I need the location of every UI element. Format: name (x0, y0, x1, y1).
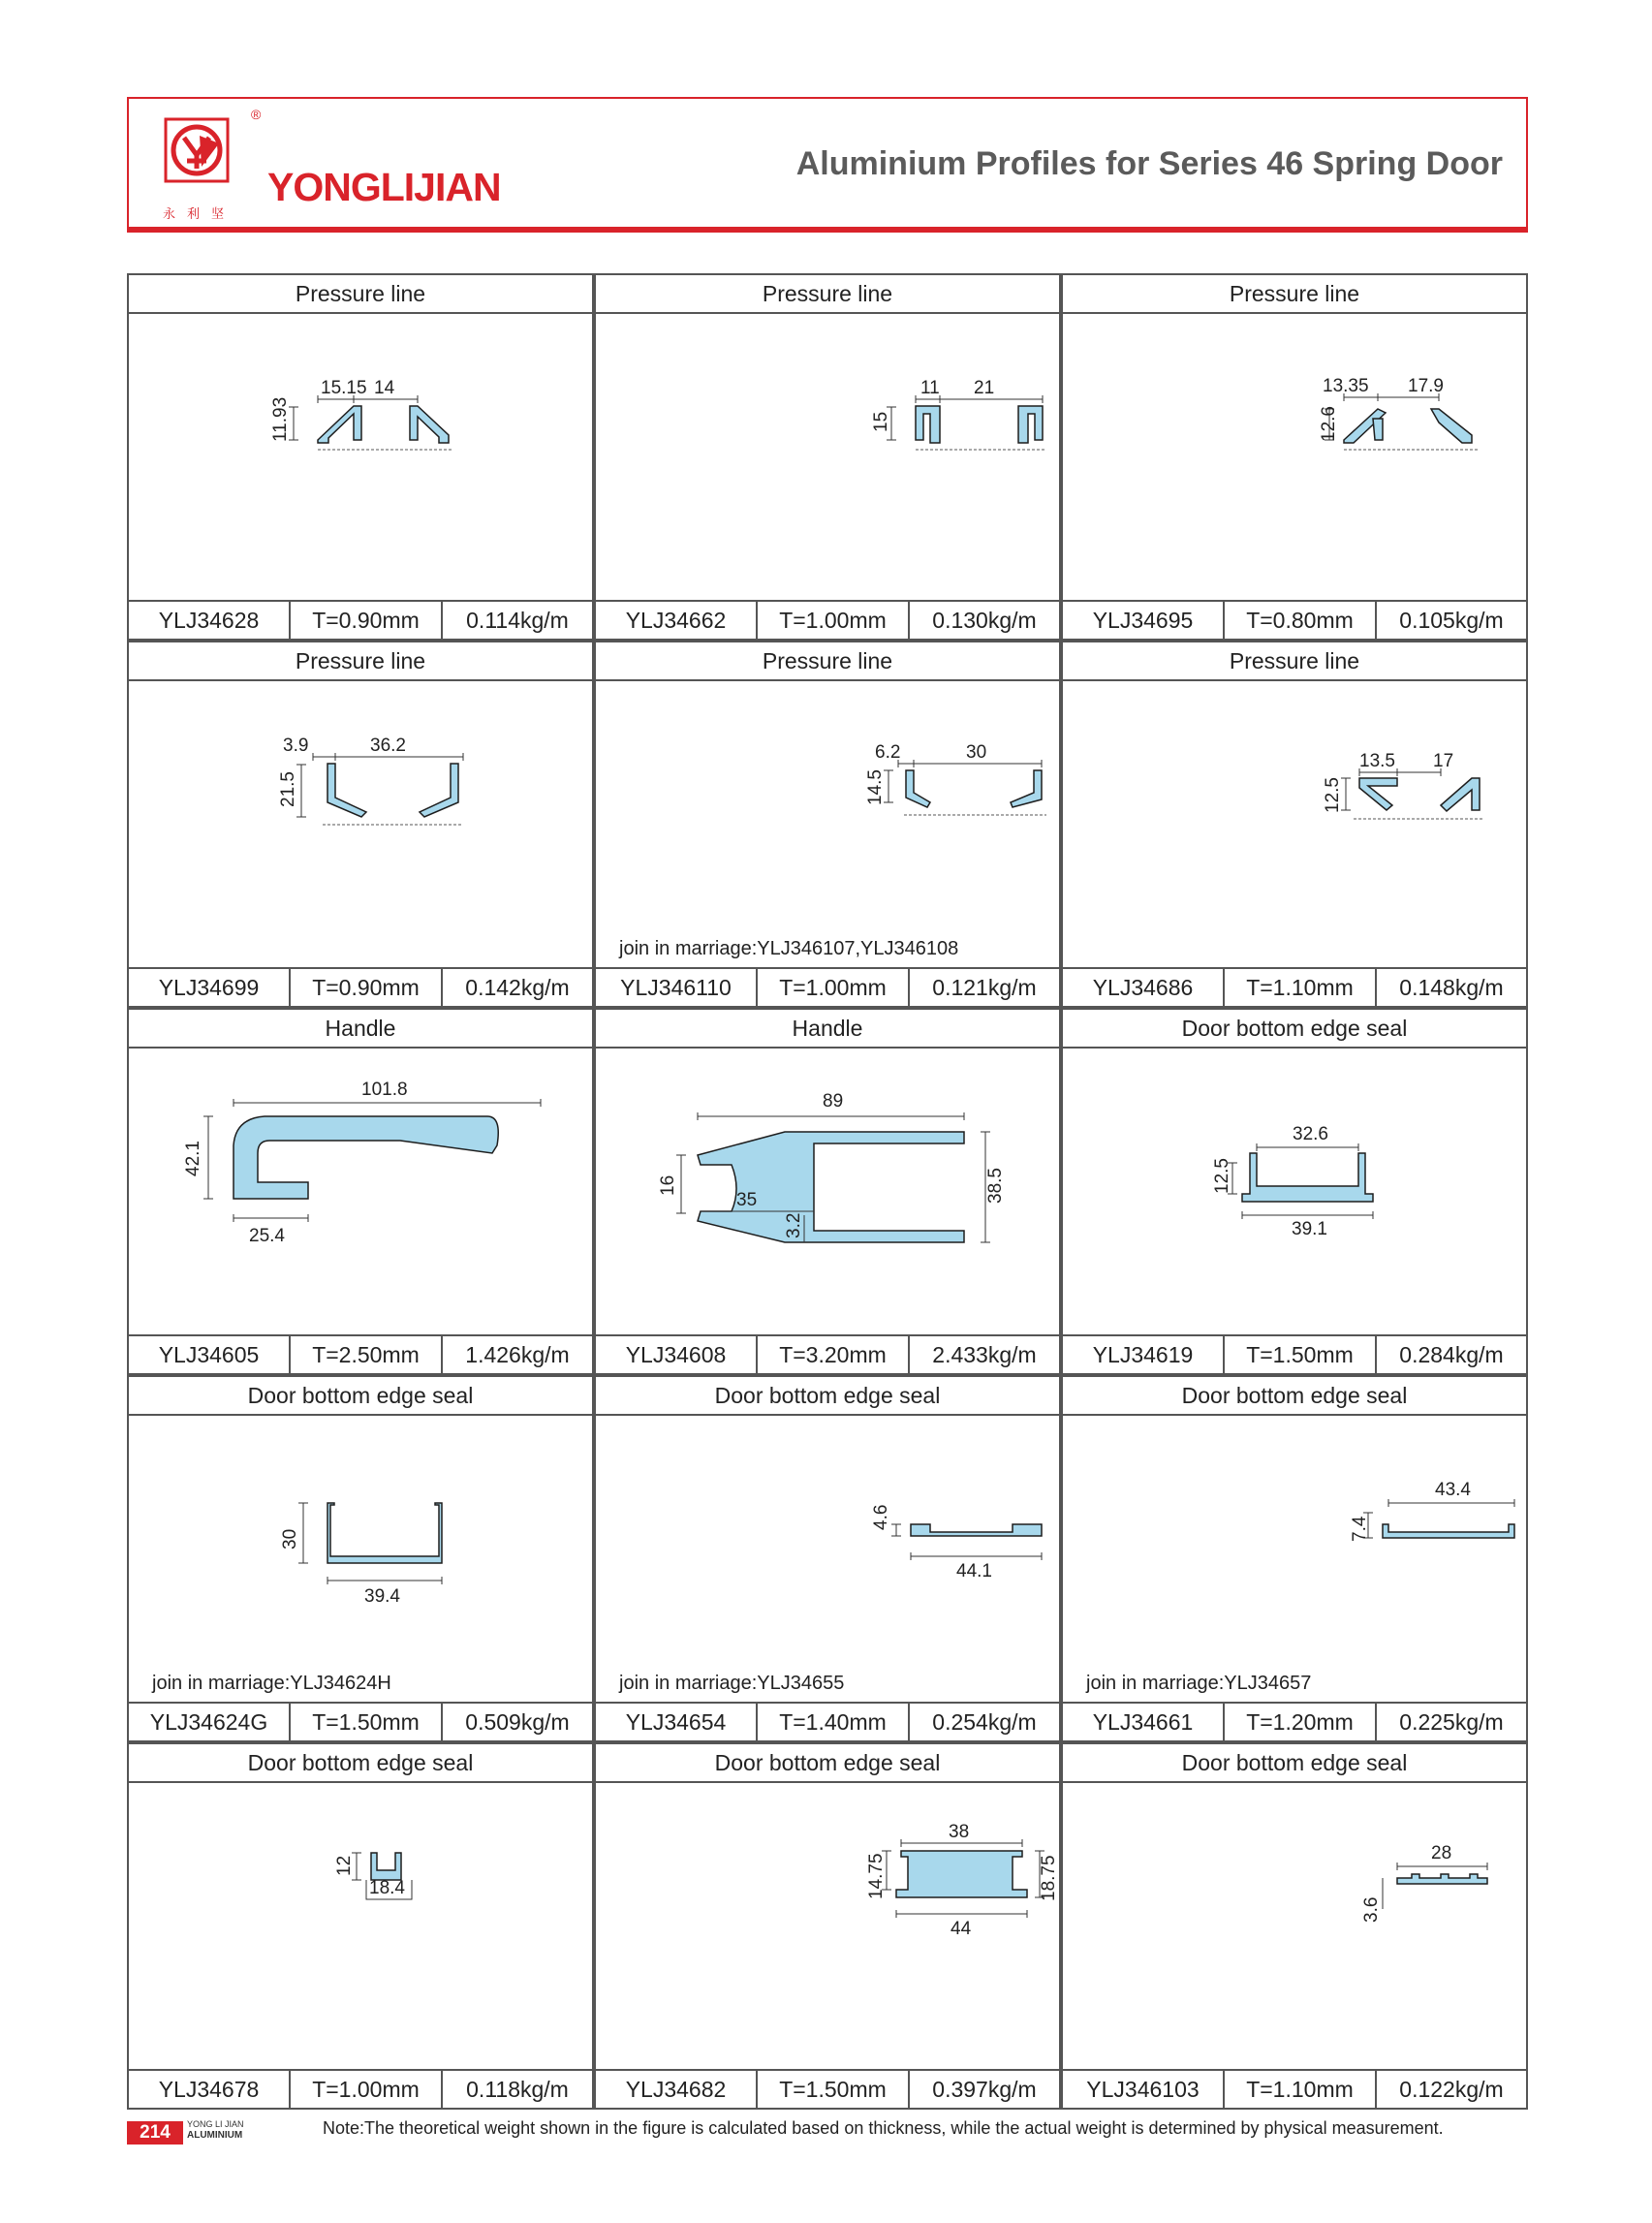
profile-specs (129, 967, 592, 1006)
footer-brand-top: YONG LI JIAN (187, 2119, 244, 2129)
dim-label: 3.2 (784, 1212, 804, 1238)
profile-card (127, 641, 594, 1008)
dim-label: 28 (1431, 1843, 1452, 1863)
dim-label: 43.4 (1435, 1480, 1471, 1500)
profile-row-1 (127, 273, 1528, 641)
profile-weight: 0.509kg/m (465, 1709, 570, 1735)
dim-label: 101.8 (361, 1080, 408, 1100)
profile-thickness: T=1.50mm (291, 1704, 443, 1740)
profile-specs (1063, 1702, 1526, 1740)
profile-category: Door bottom edge seal (129, 1744, 592, 1783)
profile-specs (596, 600, 1059, 639)
profile-row-3 (127, 1008, 1528, 1375)
profile-card (594, 273, 1061, 641)
dim-label: 89 (823, 1091, 844, 1112)
dim-label: 14.75 (866, 1853, 887, 1899)
profile-card (127, 1375, 594, 1742)
profile-drawing (596, 314, 1059, 597)
profile-category: Pressure line (129, 642, 592, 681)
profile-code: YLJ34699 (129, 969, 291, 1006)
dim-label: 44 (951, 1919, 972, 1939)
profile-specs (129, 600, 592, 639)
join-note: join in marriage:YLJ346107,YLJ346108 (619, 938, 959, 959)
profile-specs (1063, 1334, 1526, 1373)
profile-specs (129, 1702, 592, 1740)
dim-label: 16 (658, 1174, 678, 1196)
profile-code: YLJ34682 (596, 2071, 758, 2108)
profile-weight: 0.397kg/m (932, 2077, 1037, 2102)
profile-category: Door bottom edge seal (129, 1377, 592, 1416)
dim-label: 30 (966, 742, 987, 763)
profile-thickness: T=1.00mm (758, 602, 910, 639)
profile-thickness: T=1.10mm (1225, 2071, 1377, 2108)
profile-card (127, 1742, 594, 2110)
profile-category: Pressure line (129, 275, 592, 314)
profile-drawing (129, 314, 592, 597)
dim-label: 3.6 (1361, 1896, 1382, 1923)
dim-label: 12.5 (1323, 777, 1343, 813)
profile-code: YLJ34624G (129, 1704, 291, 1740)
page-number: 214 (127, 2121, 183, 2145)
profile-code: YLJ34662 (596, 602, 758, 639)
profile-specs (1063, 2069, 1526, 2108)
profile-category: Handle (129, 1010, 592, 1049)
dim-label: 11.93 (270, 396, 291, 442)
profile-card (594, 641, 1061, 1008)
profile-thickness: T=1.40mm (758, 1704, 910, 1740)
dim-label: 14.5 (865, 769, 886, 805)
page-header (127, 97, 1528, 233)
profile-thickness: T=2.50mm (291, 1336, 443, 1373)
weight-note: Note:The theoretical weight shown in the figure is calculated based on thickness, while the actual weight is determined by physical measurement. (323, 2118, 1444, 2138)
dim-label: 38 (949, 1822, 970, 1842)
profile-drawing (596, 1783, 1059, 2066)
profile-thickness: T=1.00mm (758, 969, 910, 1006)
profile-code: YLJ34654 (596, 1704, 758, 1740)
profile-drawing (596, 1049, 1059, 1331)
profile-code: YLJ34608 (596, 1336, 758, 1373)
profile-weight: 0.114kg/m (466, 608, 569, 633)
dim-label: 13.5 (1359, 751, 1395, 771)
profile-category: Door bottom edge seal (1063, 1377, 1526, 1416)
profile-weight: 1.426kg/m (465, 1342, 570, 1367)
profile-weight: 0.142kg/m (465, 975, 570, 1000)
profile-thickness: T=0.90mm (291, 602, 443, 639)
profile-thickness: T=1.50mm (1225, 1336, 1377, 1373)
profile-card (594, 1008, 1061, 1375)
brand-logo (163, 116, 231, 184)
dim-label: 18.4 (369, 1878, 405, 1898)
profile-code: YLJ34619 (1063, 1336, 1225, 1373)
profile-card (1061, 273, 1528, 641)
profile-drawing (129, 1049, 592, 1331)
dim-label: 12.5 (1212, 1158, 1232, 1194)
profile-code: YLJ346110 (596, 969, 758, 1006)
dim-label: 3.9 (283, 736, 309, 756)
profile-weight: 0.105kg/m (1399, 608, 1504, 633)
profile-thickness: T=1.00mm (291, 2071, 443, 2108)
dim-label: 39.4 (364, 1586, 400, 1607)
profile-weight: 0.225kg/m (1399, 1709, 1504, 1735)
profile-thickness: T=0.90mm (291, 969, 443, 1006)
footer-brand (187, 2119, 244, 2141)
profile-row-4 (127, 1375, 1528, 1742)
dim-label: 17 (1433, 751, 1454, 771)
brand-chinese: 永利坚 (163, 207, 236, 222)
dim-label: 39.1 (1292, 1219, 1327, 1239)
dim-label: 17.9 (1408, 376, 1444, 396)
profile-specs (596, 2069, 1059, 2108)
profile-row-5 (127, 1742, 1528, 2110)
profile-weight: 0.121kg/m (932, 975, 1037, 1000)
profile-card (127, 1008, 594, 1375)
profile-weight: 0.122kg/m (1399, 2077, 1504, 2102)
dim-label: 44.1 (956, 1561, 992, 1581)
profile-row-2 (127, 641, 1528, 1008)
profile-category: Door bottom edge seal (596, 1377, 1059, 1416)
profile-drawing (129, 681, 592, 964)
profile-code: YLJ34678 (129, 2071, 291, 2108)
dim-label: 4.6 (871, 1504, 891, 1530)
profile-drawing (596, 1416, 1059, 1699)
profile-weight: 0.118kg/m (466, 2077, 569, 2102)
dim-label: 12 (334, 1855, 355, 1876)
profile-drawing (1063, 681, 1526, 964)
join-note: join in marriage:YLJ34657 (1086, 1673, 1312, 1694)
profile-drawing (1063, 314, 1526, 597)
profile-thickness: T=1.20mm (1225, 1704, 1377, 1740)
profile-category: Pressure line (596, 642, 1059, 681)
profile-thickness: T=1.50mm (758, 2071, 910, 2108)
profile-category: Pressure line (1063, 275, 1526, 314)
profile-specs (1063, 600, 1526, 639)
profile-drawing (1063, 1783, 1526, 2066)
dim-label: 14 (374, 378, 395, 398)
dim-label: 15 (871, 411, 891, 432)
profile-card (1061, 1008, 1528, 1375)
profile-drawing (1063, 1416, 1526, 1699)
dim-label: 35 (736, 1190, 758, 1210)
page-title: Aluminium Profiles for Series 46 Spring Door (795, 145, 1503, 182)
profile-weight: 0.148kg/m (1399, 975, 1504, 1000)
profile-card (594, 1375, 1061, 1742)
dim-label: 7.4 (1350, 1516, 1370, 1542)
profile-category: Handle (596, 1010, 1059, 1049)
profile-specs (596, 967, 1059, 1006)
profile-card (594, 1742, 1061, 2110)
profile-category: Door bottom edge seal (1063, 1010, 1526, 1049)
dim-label: 12.6 (1319, 406, 1339, 442)
dim-label: 42.1 (183, 1141, 203, 1176)
profile-code: YLJ34686 (1063, 969, 1225, 1006)
dim-label: 13.35 (1323, 376, 1369, 396)
profile-card (1061, 641, 1528, 1008)
profile-weight: 0.130kg/m (932, 608, 1037, 633)
profile-code: YLJ34628 (129, 602, 291, 639)
dim-label: 36.2 (370, 736, 406, 756)
profile-category: Pressure line (1063, 642, 1526, 681)
profile-thickness: T=3.20mm (758, 1336, 910, 1373)
dim-label: 32.6 (1293, 1124, 1328, 1144)
dim-label: 11 (920, 378, 940, 398)
join-note: join in marriage:YLJ34655 (619, 1673, 845, 1694)
profile-weight: 0.284kg/m (1399, 1342, 1504, 1367)
profile-drawing (129, 1783, 592, 2066)
profile-weight: 2.433kg/m (932, 1342, 1037, 1367)
profile-weight: 0.254kg/m (932, 1709, 1037, 1735)
profile-drawing (1063, 1049, 1526, 1331)
profile-category: Door bottom edge seal (596, 1744, 1059, 1783)
dim-label: 38.5 (985, 1168, 1006, 1204)
profile-code: YLJ34661 (1063, 1704, 1225, 1740)
profile-thickness: T=1.10mm (1225, 969, 1377, 1006)
dim-label: 21 (974, 378, 995, 398)
registered-mark: ® (251, 107, 262, 122)
profile-card (1061, 1742, 1528, 2110)
profile-code: YLJ346103 (1063, 2071, 1225, 2108)
profile-category: Door bottom edge seal (1063, 1744, 1526, 1783)
join-note: join in marriage:YLJ34624H (152, 1673, 391, 1694)
footer-brand-bottom: ALUMINIUM (187, 2130, 243, 2141)
dim-label: 30 (280, 1528, 300, 1550)
profile-specs (596, 1702, 1059, 1740)
dim-label: 6.2 (875, 742, 901, 763)
dim-label: 21.5 (278, 771, 298, 807)
profile-code: YLJ34605 (129, 1336, 291, 1373)
profile-category: Pressure line (596, 275, 1059, 314)
profile-specs (129, 1334, 592, 1373)
dim-label: 25.4 (249, 1226, 285, 1246)
profile-thickness: T=0.80mm (1225, 602, 1377, 639)
brand-name: YONGLIJIAN (267, 165, 501, 209)
profile-specs (596, 1334, 1059, 1373)
dim-label: 18.75 (1039, 1855, 1059, 1901)
profile-drawing (129, 1416, 592, 1699)
profile-card (1061, 1375, 1528, 1742)
profile-card (127, 273, 594, 641)
profile-specs (1063, 967, 1526, 1006)
profile-code: YLJ34695 (1063, 602, 1225, 639)
dim-label: 15.15 (321, 378, 367, 398)
profile-drawing (596, 681, 1059, 964)
profile-specs (129, 2069, 592, 2108)
